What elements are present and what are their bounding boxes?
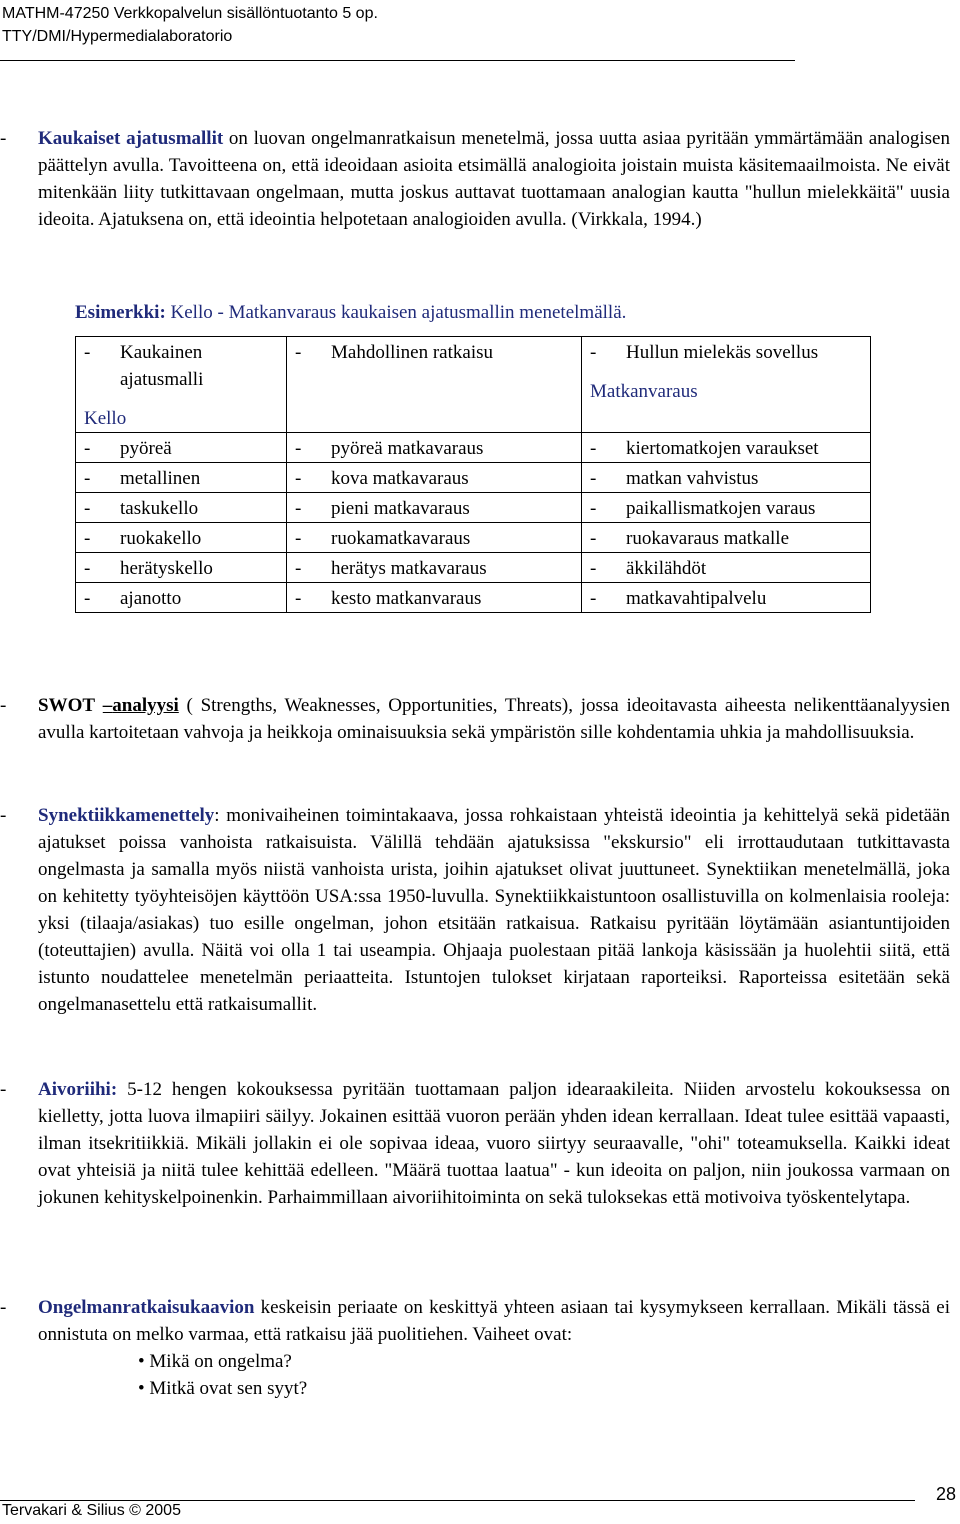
paragraph-kaukaiset [0, 125, 950, 233]
cell-text: pyöreä matkavaraus [331, 438, 484, 459]
paragraph-text: on luovan ongelmanratkaisun menetelmä, jossa uutta asiaa pyritään ymmärtämään analogisen päättelyn avulla. Tavoitteena on, että ideoidaan asioita etsimällä analogioita joistain muista käsitemaailmoista. Ne eivät mitenkään liity tutkittavaan ongelmaan, mutta joskus auttavat tuottamaan analogian kautta "hullun mielekkäitä" uusia ideoita. Ajatuksena on, että ideointia helpotetaan analogioiden avulla. (Virkkala, 1994.) [38, 128, 950, 230]
list-dash: - [0, 695, 7, 716]
header-sub: Kello [84, 408, 127, 429]
paragraph-text: ( Strengths, Weaknesses, Opportunities, Threats), jossa ideoitavasta aiheesta nelikenttäanalyysien avulla kartoitetaan vahvoja ja heikkoja ominaisuuksia sekä ympäristön sille kohdentamia uhkia ja mahdollisuuksia. [38, 695, 950, 743]
paragraph-body [38, 1076, 950, 1211]
table-row [76, 463, 871, 493]
cell-text: metallinen [120, 468, 201, 489]
table-row [76, 493, 871, 523]
cell-text: kiertomatkojen varaukset [626, 438, 819, 459]
table-header-row [76, 337, 871, 433]
table-cell: - kova matkavaraus [287, 463, 582, 493]
table-row [76, 523, 871, 553]
cell-text: herätys matkavaraus [331, 558, 487, 579]
cell-text: herätyskello [120, 558, 213, 579]
example-label: Esimerkki: [75, 302, 166, 323]
cell-text: pyöreä [120, 438, 172, 459]
table-cell: - metallinen [76, 463, 287, 493]
paragraph-body [38, 1294, 950, 1402]
term: Aivoriihi: [38, 1079, 118, 1100]
paragraph-text: keskeisin periaate on keskittyä yhteen asiaan tai kysymykseen kerrallaan. Mikäli tässä ei onnistuta on melko varmaa, että ratkaisu jää puolitiehen. Vaiheet ovat: [38, 1297, 950, 1345]
table-cell: - kiertomatkojen varaukset [582, 433, 871, 463]
table-row [76, 583, 871, 613]
cell-text: paikallismatkojen varaus [626, 498, 816, 519]
example-title [75, 299, 626, 326]
paragraph-body [38, 802, 950, 1018]
table-cell: - pyöreä [76, 433, 287, 463]
table-cell: - matkavahtipalvelu [582, 583, 871, 613]
cell-text: pieni matkavaraus [331, 498, 470, 519]
paragraph-body [38, 125, 950, 233]
paragraph-text: 5-12 hengen kokouksessa pyritään tuottamaan paljon idearaakileita. Niiden arvostelu kokouksessa on kielletty, jotta luova ilmapiiri säilyy. Jokainen esittää vuoron perään yhden idean kerrallaan. Ideat tulee esittää vapaasti, ilman itsekritiikkiä. Mikäli jollakin ei ole sopivaa ideaa, vuoro siirtyy seuraavalle, "ohi" toteamuksella. Kaikki ideat ovat yhteisiä ja niitä tulee kehittää edelleen. "Määrä tuottaa laatua" - kun ideoita on paljon, niin joukossa varmaan on jokunen kehityskelpoinenkin. Parhaimmillaan aivoriihitoiminta on sekä tuloksekas että motivoiva työskentelytapa. [38, 1079, 950, 1208]
page-header [2, 2, 378, 48]
header-text: Kaukainen ajatusmalli [120, 342, 204, 390]
header-text: Hullun mielekäs sovellus [626, 342, 819, 363]
table-cell: - ajanotto [76, 583, 287, 613]
table-cell: - pieni matkavaraus [287, 493, 582, 523]
cell-text: kova matkavaraus [331, 468, 469, 489]
cell-text: kesto matkanvaraus [331, 588, 482, 609]
term: SWOT [38, 695, 96, 716]
cell-text: ruokamatkavaraus [331, 528, 471, 549]
cell-text: ajanotto [120, 588, 182, 609]
table-cell: - ruokamatkavaraus [287, 523, 582, 553]
cell-text: matkan vahvistus [626, 468, 759, 489]
header-sub: Matkanvaraus [590, 381, 698, 402]
paragraph-body [38, 692, 950, 746]
analogy-table [75, 336, 871, 613]
term: Kaukaiset ajatusmallit [38, 128, 224, 149]
table-header-cell: - Hullun mielekäs sovellus Matkanvaraus [582, 337, 871, 433]
footer-copyright: Tervakari & Silius © 2005 [2, 1502, 181, 1519]
header-org: TTY/DMI/Hypermedialaboratorio [2, 28, 233, 45]
example-text: Kello - Matkanvaraus kaukaisen ajatusmallin menetelmällä. [165, 302, 627, 323]
table-cell: - matkan vahvistus [582, 463, 871, 493]
table-cell: - taskukello [76, 493, 287, 523]
term: Ongelmanratkaisukaavion [38, 1297, 255, 1318]
cell-text: äkkilähdöt [626, 558, 707, 579]
bullet-list [138, 1348, 950, 1402]
paragraph-synektiikka [0, 802, 950, 1018]
paragraph-aivoriihi [0, 1076, 950, 1211]
paragraph-text: : monivaiheinen toimintakaava, jossa rohkaistaan yhteistä ideointia ja kehittelyä sekä pidetään ajatukset poissa vanhoista ratkaisuista. Välillä tehdään ajatuksissa "ekskursio" eli irrottaudutaan tutkittavasta ongelmasta ja samalla myös niistä vanhoista urista, joihin ajatukset olivat juuttuneet. Synektiikan menetelmällä, joka on kehitetty työyhteisöjen käyttöön USA:ssa 1950-luvulla. Synektiikkaistuntoon osallistuvilla on kolmenlaisia rooleja: yksi (tilaaja/asiakas) tuo esille ongelman, johon etsitään ratkaisua. Ratkaisu pyritään löytämään asiantuntijoiden (toteuttajien) avulla. Näitä voi olla 1 tai useampia. Ohjaaja puolestaan pitää lankoja käsissään ja huolehtii siitä, että istunto noudattelee menetelmän periaatteita. Istuntojen tulokset kirjataan raporteiksi. Raporteissa esitetään sekä ongelmanasettelu että ratkaisumallit. [38, 805, 950, 1015]
list-dash: - [0, 805, 7, 826]
list-dash: - [0, 1079, 7, 1100]
header-text: Mahdollinen ratkaisu [331, 342, 493, 363]
header-course: MATHM-47250 Verkkopalvelun sisällöntuotanto 5 op. [2, 5, 378, 22]
table-cell: - herätys matkavaraus [287, 553, 582, 583]
list-item: • Mikä on ongelma? [138, 1348, 950, 1375]
term: Synektiikkamenettely [38, 805, 215, 826]
cell-text: matkavahtipalvelu [626, 588, 767, 609]
table-cell: - herätyskello [76, 553, 287, 583]
table-cell: - äkkilähdöt [582, 553, 871, 583]
footer-rule [0, 1500, 915, 1501]
list-dash: - [0, 1297, 7, 1318]
cell-text: ruokakello [120, 528, 202, 549]
table-row [76, 433, 871, 463]
cell-text: ruokavaraus matkalle [626, 528, 790, 549]
table-header-cell: - Kaukainen ajatusmalli Kello [76, 337, 287, 433]
header-rule [0, 60, 795, 61]
term-underlined: –analyysi [102, 695, 179, 716]
cell-text: taskukello [120, 498, 199, 519]
table-cell: - pyöreä matkavaraus [287, 433, 582, 463]
table-cell: - ruokavaraus matkalle [582, 523, 871, 553]
list-item: • Mitkä ovat sen syyt? [138, 1375, 950, 1402]
table-header-cell: - Mahdollinen ratkaisu [287, 337, 582, 433]
table-cell: - kesto matkanvaraus [287, 583, 582, 613]
page-number: 28 [935, 1484, 956, 1504]
table-cell: - paikallismatkojen varaus [582, 493, 871, 523]
paragraph-swot [0, 692, 950, 746]
table-cell: - ruokakello [76, 523, 287, 553]
list-dash: - [0, 128, 7, 149]
table-row [76, 553, 871, 583]
paragraph-ongelmanratkaisu [0, 1294, 950, 1402]
term-part: analyysi [112, 695, 179, 716]
